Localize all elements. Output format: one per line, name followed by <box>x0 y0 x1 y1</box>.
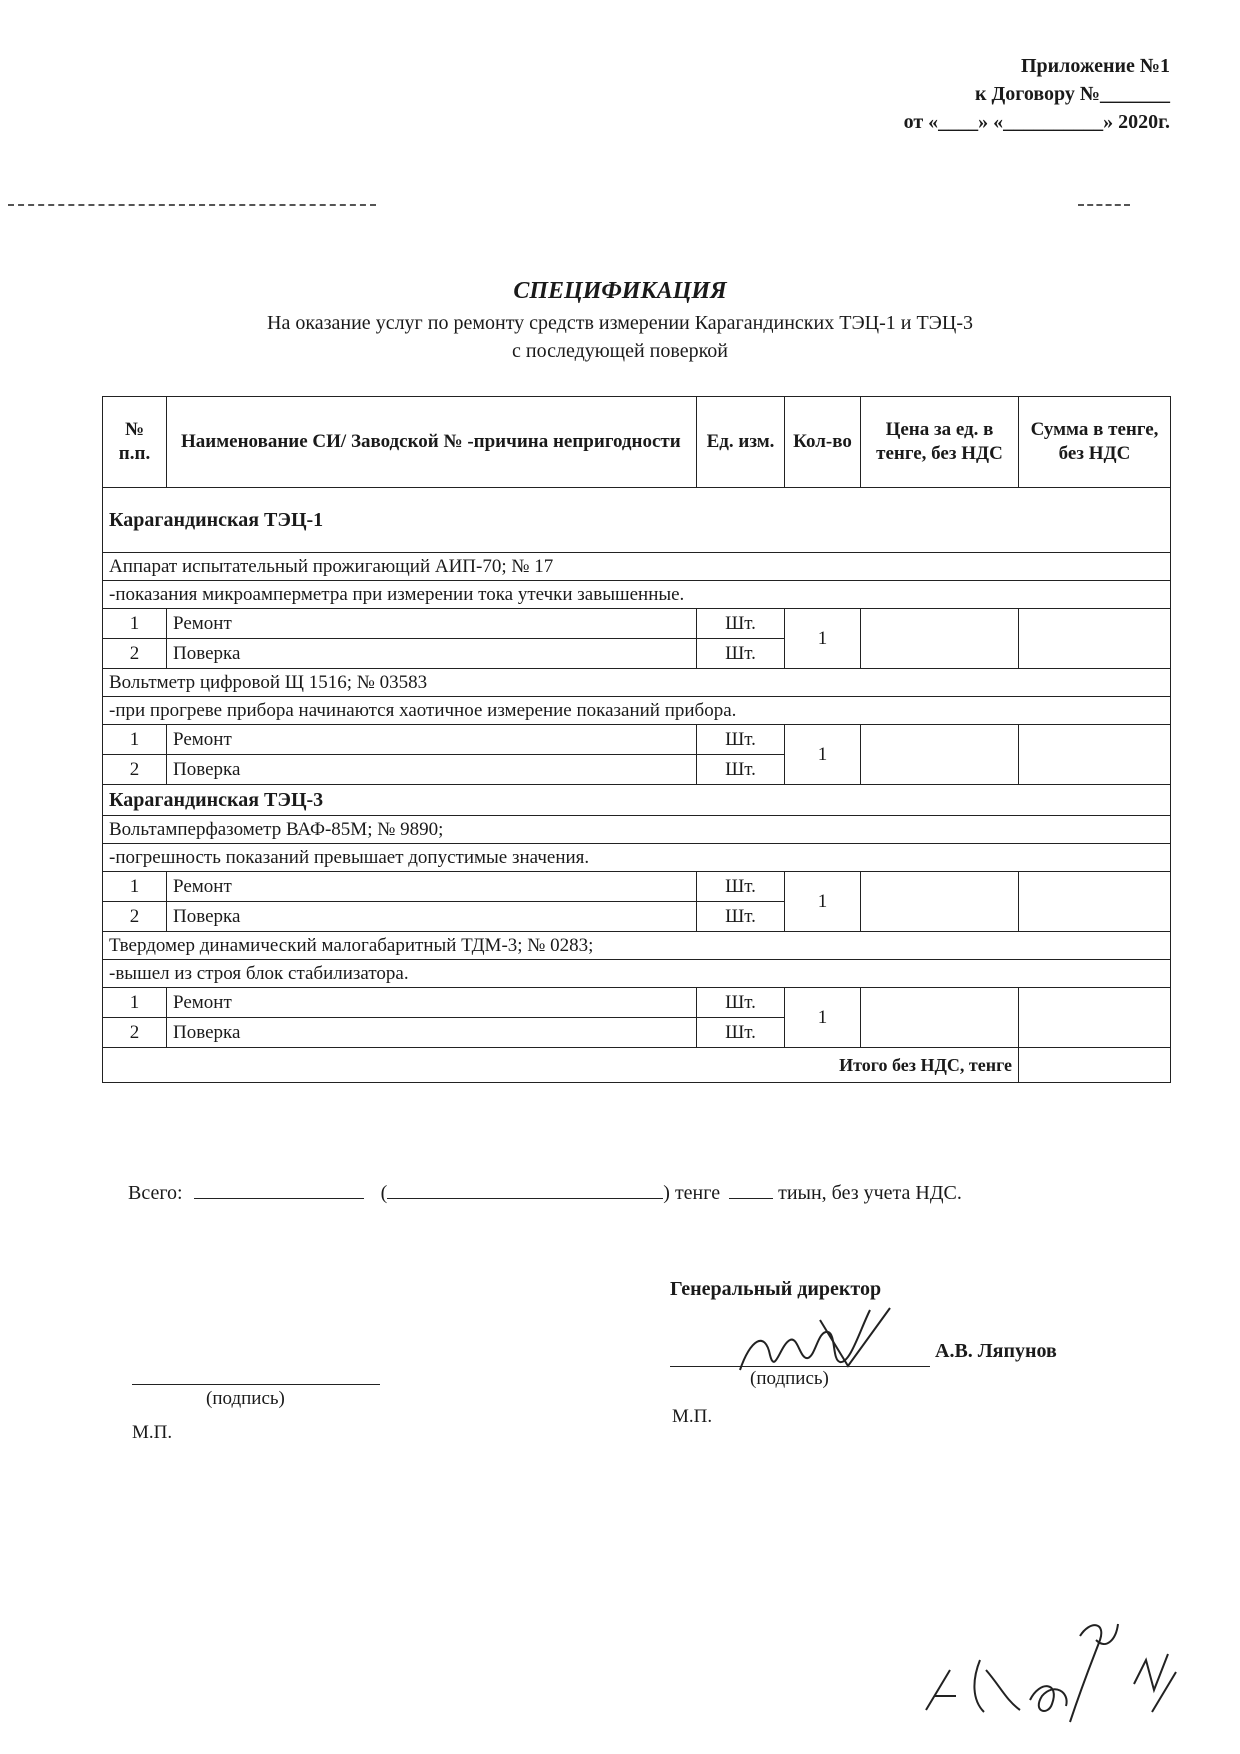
table-row <box>103 725 1171 755</box>
work-name: Поверка <box>167 1018 697 1048</box>
work-unit: Шт. <box>697 725 785 755</box>
sum-cell <box>1019 988 1171 1048</box>
work-unit: Шт. <box>697 1018 785 1048</box>
work-unit: Шт. <box>697 902 785 932</box>
work-num: 2 <box>103 755 167 785</box>
section-row <box>103 785 1171 816</box>
total-amount-line <box>128 1180 962 1205</box>
header-unit: Ед. изм. <box>697 397 785 488</box>
device-name-row <box>103 553 1171 581</box>
device-name-row <box>103 932 1171 960</box>
device-name-row <box>103 669 1171 697</box>
device-defect-row <box>103 697 1171 725</box>
header-name: Наименование СИ/ Заводской № -причина непригодности <box>167 397 697 488</box>
work-unit: Шт. <box>697 639 785 669</box>
device-defect-row <box>103 960 1171 988</box>
initials-scribble <box>920 1600 1200 1730</box>
work-unit: Шт. <box>697 988 785 1018</box>
header-num: № п.п. <box>103 397 167 488</box>
work-num: 1 <box>103 725 167 755</box>
work-num: 1 <box>103 872 167 902</box>
work-name: Поверка <box>167 639 697 669</box>
device-defect: -показания микроамперметра при измерении тока утечки завышенные. <box>103 581 1171 609</box>
device-name: Вольтметр цифровой Щ 1516; № 03583 <box>103 669 1171 697</box>
amount-words-blank <box>387 1180 663 1199</box>
work-num: 1 <box>103 988 167 1018</box>
device-defect-row <box>103 844 1171 872</box>
document-title: СПЕЦИФИКАЦИЯ <box>513 278 727 304</box>
work-num: 1 <box>103 609 167 639</box>
sum-cell <box>1019 609 1171 669</box>
customer-stamp-place: М.П. <box>132 1422 173 1443</box>
table-row <box>103 609 1171 639</box>
specification-table <box>102 396 1171 1083</box>
director-stamp-place: М.П. <box>672 1406 713 1427</box>
amount-figure-blank <box>194 1180 364 1199</box>
customer-signature-line <box>132 1384 380 1385</box>
section-title: Карагандинская ТЭЦ-3 <box>103 785 1171 816</box>
amount-tiyn-text: тиын, без учета НДС. <box>778 1182 962 1204</box>
price-cell <box>861 609 1019 669</box>
customer-signature-caption: (подпись) <box>206 1388 285 1409</box>
sum-cell <box>1019 872 1171 932</box>
amount-open-paren: ( <box>380 1182 388 1204</box>
work-name: Поверка <box>167 902 697 932</box>
header-sum: Сумма в тенге, без НДС <box>1019 397 1171 488</box>
price-cell <box>861 872 1019 932</box>
table-row <box>103 988 1171 1018</box>
header-qty: Кол-во <box>785 397 861 488</box>
director-signature-caption: (подпись) <box>750 1368 829 1389</box>
sum-cell <box>1019 725 1171 785</box>
work-name: Поверка <box>167 755 697 785</box>
price-cell <box>861 988 1019 1048</box>
work-num: 2 <box>103 1018 167 1048</box>
device-qty: 1 <box>785 725 861 785</box>
total-row <box>103 1048 1171 1083</box>
work-unit: Шт. <box>697 609 785 639</box>
annex-line-2: к Договору №_______ <box>975 83 1170 105</box>
price-cell <box>861 725 1019 785</box>
section-title: Карагандинская ТЭЦ-1 <box>103 488 1171 553</box>
work-unit: Шт. <box>697 755 785 785</box>
annex-line-3: от «____» «__________» 2020г. <box>903 111 1170 133</box>
work-unit: Шт. <box>697 872 785 902</box>
annex-line-1: Приложение №1 <box>1020 55 1170 77</box>
header-divider-right <box>1078 204 1130 206</box>
work-name: Ремонт <box>167 872 697 902</box>
amount-tenge-text: ) тенге <box>663 1182 721 1204</box>
director-name: А.В. Ляпунов <box>935 1340 1057 1362</box>
header-divider-left <box>8 204 376 206</box>
device-name: Твердомер динамический малогабаритный ТДМ-3; № 0283; <box>103 932 1171 960</box>
device-defect-row <box>103 581 1171 609</box>
work-name: Ремонт <box>167 988 697 1018</box>
total-sum-cell <box>1019 1048 1171 1083</box>
work-name: Ремонт <box>167 609 697 639</box>
section-row <box>103 488 1171 553</box>
device-qty: 1 <box>785 872 861 932</box>
device-name: Вольтамперфазометр ВАФ-85М; № 9890; <box>103 816 1171 844</box>
director-title: Генеральный директор <box>670 1278 882 1300</box>
device-name-row <box>103 816 1171 844</box>
annex-block <box>800 52 1170 136</box>
work-name: Ремонт <box>167 725 697 755</box>
device-defect: -при прогреве прибора начинаются хаотичное измерение показаний прибора. <box>103 697 1171 725</box>
device-name: Аппарат испытательный прожигающий АИП-70; № 17 <box>103 553 1171 581</box>
table-row <box>103 872 1171 902</box>
table-header-row <box>103 397 1171 488</box>
device-defect: -погрешность показаний превышает допустимые значения. <box>103 844 1171 872</box>
work-num: 2 <box>103 902 167 932</box>
document-subtitle-2: с последующей поверкой <box>512 340 728 362</box>
device-defect: -вышел из строя блок стабилизатора. <box>103 960 1171 988</box>
total-amount-label: Всего: <box>128 1182 183 1204</box>
total-label: Итого без НДС, тенге <box>103 1048 1019 1083</box>
header-price: Цена за ед. в тенге, без НДС <box>861 397 1019 488</box>
work-num: 2 <box>103 639 167 669</box>
amount-tiyn-blank <box>729 1180 773 1199</box>
document-subtitle-1: На оказание услуг по ремонту средств измерении Карагандинских ТЭЦ-1 и ТЭЦ-3 <box>267 312 973 334</box>
director-signature-scribble <box>720 1300 920 1390</box>
device-qty: 1 <box>785 609 861 669</box>
device-qty: 1 <box>785 988 861 1048</box>
